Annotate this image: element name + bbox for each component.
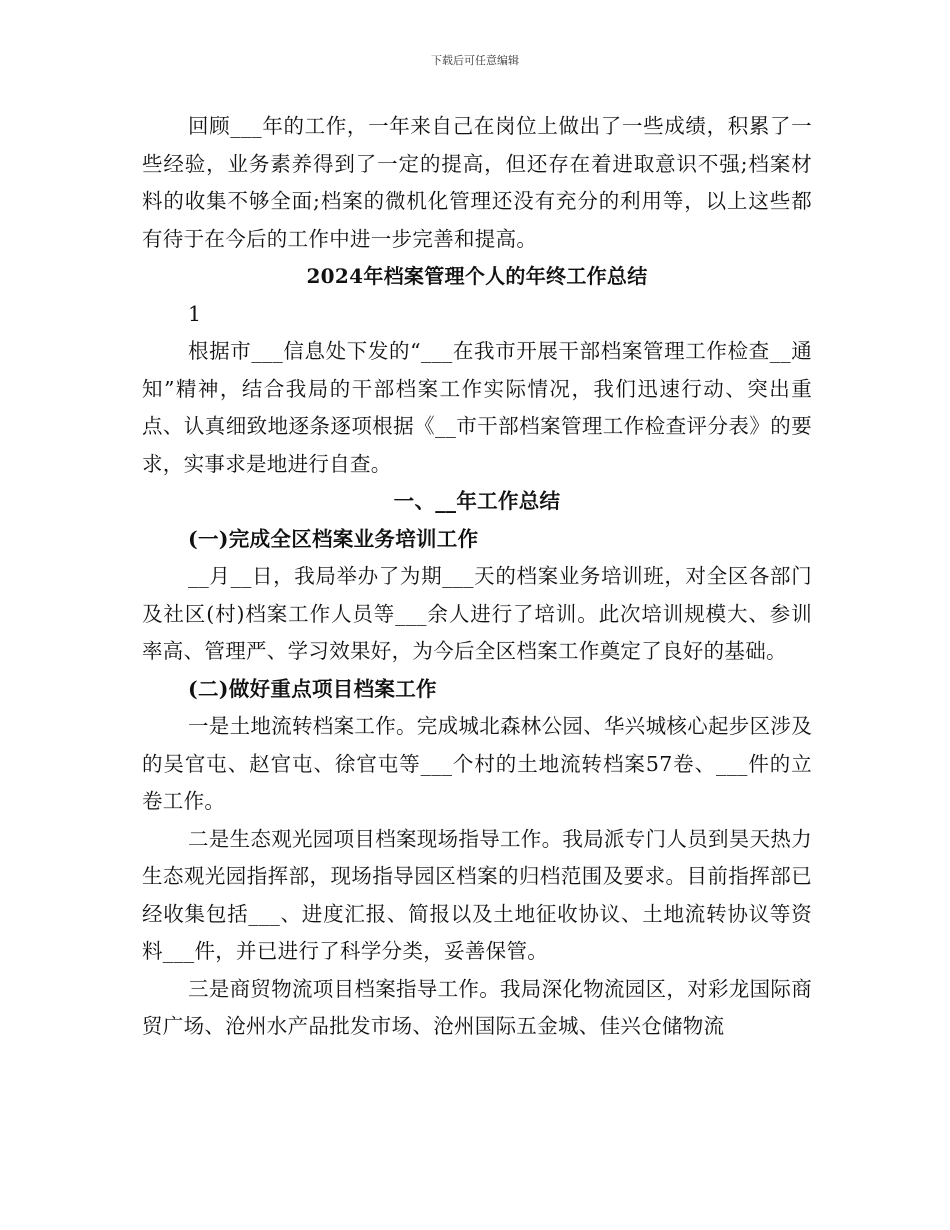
paragraph-intro: 根据市___信息处下发的“___在我市开展干部档案管理工作检查__通知”精神，结合我局的干部档案工作实际情况，我们迅速行动、突出重点、认真细致地逐条逐项根据《__市干部档案管理工作检查评分表》的要求，实事求是地进行自查。 bbox=[142, 339, 812, 476]
section-heading-1: 一、__年工作总结 bbox=[393, 489, 561, 513]
section-number: 1 bbox=[188, 301, 202, 326]
paragraph-eco-park: 二是生态观光园项目档案现场指导工作。我局派专门人员到昊天热力生态观光园指挥部，现场指导园区档案的归档范围及要求。目前指挥部已经收集包括___、进度汇报、简报以及土地征收协议、土地流转协议等资料___件，并已进行了科学分类，妥善保管。 bbox=[142, 826, 812, 963]
paragraph-training: __月__日，我局举办了为期___天的档案业务培训班，对全区各部门及社区(村)档案工作人员等___余人进行了培训。此次培训规模大、参训率高、管理严、学习效果好，为今后全区档案工作奠定了良好的基础。 bbox=[142, 564, 812, 663]
document-title: 2024年档案管理个人的年终工作总结 bbox=[306, 264, 648, 288]
subsection-heading-2: (二)做好重点项目档案工作 bbox=[188, 676, 437, 701]
paragraph-review: 回顾___年的工作，一年来自己在岗位上做出了一些成绩，积累了一些经验，业务素养得到了一定的提高，但还存在着进取意识不强;档案材料的收集不够全面;档案的微机化管理还没有充分的利用等，以上这些都有待于在今后的工作中进一步完善和提高。 bbox=[142, 114, 812, 251]
paragraph-land-transfer: 一是土地流转档案工作。完成城北森林公园、华兴城核心起步区涉及的吴官屯、赵官屯、徐官屯等___个村的土地流转档案57卷、___件的立卷工作。 bbox=[142, 714, 812, 813]
document-body bbox=[142, 108, 812, 1046]
paragraph-logistics: 三是商贸物流项目档案指导工作。我局深化物流园区，对彩龙国际商贸广场、沧州水产品批发市场、沧州国际五金城、佳兴仓储物流 bbox=[142, 976, 812, 1038]
subsection-heading-1: (一)完成全区档案业务培训工作 bbox=[188, 526, 479, 551]
page-header: 下载后可任意编辑 bbox=[431, 54, 519, 67]
